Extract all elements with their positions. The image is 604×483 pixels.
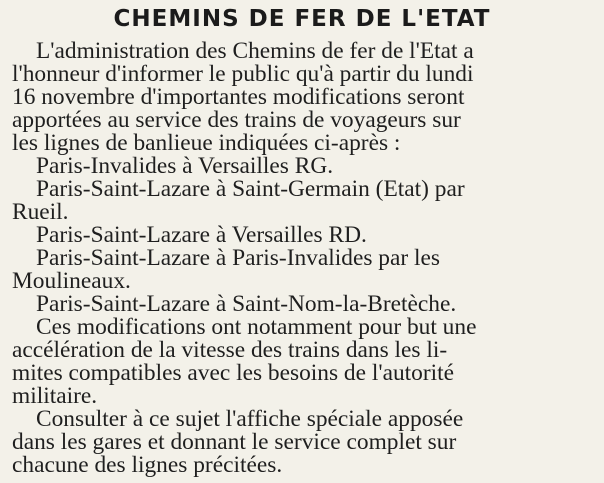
article-line-16: militaire. [12, 383, 98, 409]
article-line-14: accélération de la vitesse des trains dans les li- [12, 337, 448, 363]
article-line-18: dans les gares et donnant le service complet sur [12, 429, 457, 455]
article-line-3: 16 novembre d'importantes modifications seront [12, 84, 465, 110]
article-title: CHEMINS DE FER DE L'ETAT [113, 6, 491, 32]
route-line-2: Paris-Saint-Lazare à Saint-Germain (Etat) par [36, 176, 465, 202]
article-line-2: l'honneur d'informer le public qu'à partir du lundi [12, 61, 474, 87]
article-line-5: les lignes de banlieue indiquées ci-après : [12, 130, 401, 156]
article-line-13: Ces modifications ont notamment pour but une [36, 314, 477, 340]
route-line-2-cont: Rueil. [12, 199, 69, 225]
route-line-3: Paris-Saint-Lazare à Versailles RD. [36, 222, 367, 248]
article-line-15: mites compatibles avec les besoins de l'autorité [12, 360, 455, 386]
route-line-1: Paris-Invalides à Versailles RG. [36, 153, 334, 179]
article-line-4: apportées au service des trains de voyageurs sur [12, 107, 461, 133]
article-line-1: L'administration des Chemins de fer de l'Etat a [36, 38, 474, 64]
route-line-4-cont: Moulineaux. [12, 268, 131, 294]
route-line-5: Paris-Saint-Lazare à Saint-Nom-la-Bretèche. [36, 291, 457, 317]
article-line-17: Consulter à ce sujet l'affiche spéciale apposée [36, 406, 464, 432]
route-line-4: Paris-Saint-Lazare à Paris-Invalides par les [36, 245, 440, 271]
article-line-19: chacune des lignes précitées. [12, 452, 283, 478]
